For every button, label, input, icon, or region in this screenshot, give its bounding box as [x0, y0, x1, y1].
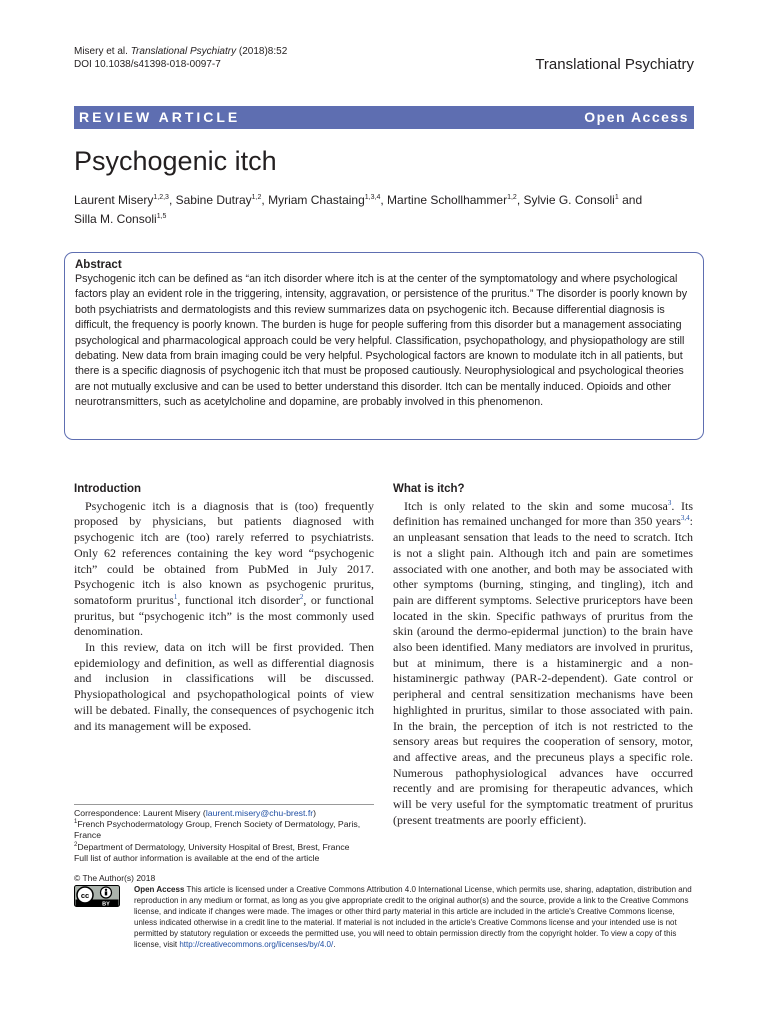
open-access-lead: Open Access [134, 885, 185, 894]
footnotes [74, 808, 374, 864]
copyright-line: © The Author(s) 2018 [74, 873, 156, 883]
affiliation-1: $^1$French Psychodermatology Group, French Society of Dermatology, Paris, France [74, 819, 361, 841]
introduction-section [74, 482, 374, 734]
author-separator: , [261, 193, 269, 207]
article-type-banner [74, 106, 694, 129]
citation-suffix: (2018)8:52 [236, 46, 288, 57]
license-url-link[interactable]: http://creativecommons.org/licenses/by/4.0/ [179, 940, 334, 949]
svg-text:cc: cc [80, 890, 90, 900]
abstract-box [64, 252, 704, 440]
author-info-note: Full list of author information is available at the end of the article [74, 852, 320, 863]
cc-by-label: BY [102, 901, 110, 907]
journal-name: Translational Psychiatry [535, 56, 694, 73]
correspondence-email-link[interactable]: laurent.misery@chu-brest.fr [205, 808, 314, 818]
open-access-label: Open Access [584, 109, 689, 125]
what-is-itch-heading: What is itch? [393, 483, 465, 495]
author-affiliation-ref[interactable]: 1,2 [251, 194, 262, 201]
author-separator: , [168, 193, 176, 207]
review-article-label: REVIEW ARTICLE [79, 109, 241, 125]
author-name: Martine Schollhammer [387, 193, 508, 207]
introduction-heading: Introduction [74, 483, 142, 495]
abstract-heading: Abstract [75, 259, 122, 271]
author-list [74, 191, 684, 229]
citation-ref[interactable]: 3 [667, 498, 672, 507]
author-name: Silla M. Consoli [74, 212, 157, 226]
author-separator: , [516, 193, 524, 207]
introduction-paragraph-2: In this review, data on itch will be first provided. Then epidemiology and definition, as well as differential diagnosis and inclusion in classifications will be discussed. Physiopathological and psychopathological points of view will be debated. Finally, the consequences of psychogenic itch and its management will be exposed. [74, 640, 374, 733]
author-affiliation-ref[interactable]: 1,2 [507, 194, 517, 201]
doi[interactable]: DOI 10.1038/s41398-018-0097-7 [74, 59, 221, 70]
introduction-paragraph-1: Psychogenic itch is a diagnosis that is (too) frequently proposed by physicians, but patients diagnosed with psychogenic itch are (too) rarely referred to psychiatrists. Only 62 references containing the key word “psychogenic itch” could be obtained from PubMed in July 2017. Psychogenic itch is also known as psychogenic pruritus, somatoform pruritus$^1$, functional itch disorder$^2$, or functional pruritus, but “psychogenic itch” is the most commonly used denomination. [74, 498, 374, 639]
article-title: Psychogenic itch [74, 146, 277, 176]
cc-by-icon[interactable] [74, 885, 120, 907]
author-affiliation-ref[interactable]: 1,5 [156, 213, 167, 220]
what-is-itch-paragraph: Itch is only related to the skin and some mucosa$^3$. Its definition has remained unchanged for more than 350 years$^{3,4}$: an unpleasant sensation that leads to the need to scratch. Itch is not a slight pain. Although itch and pain are sometimes associated with one another, and both may be associated with other symptoms (burning, stinging, and tingling), itch and pain are different symptoms. Selective pruriceptors have been located in the skin. Specific pathways of pruritus from the skin (around the dermo-epidermal junction) to the brain have also been identified. Many mediators are involved in pruritus, but at minimum, there is a histaminergic and a non-histaminergic pathway (PAR-2-dependent). Gate control or peripheral and central sensitization mechanisms have been highlighted in pruritus, similar to those associated with pain. In the brain, the perception of itch is not restricted to the sensory areas but requires the cooperation of sensory, motor, and affective areas, and the precuneus plays a specific role. Numerous pathophysiological advances have occurred recently and are promising for therapeutic advances, which will be very useful for the symptomatic treatment of pruritus (present treatments are poorly efficient). [393, 498, 693, 827]
author-name: Laurent Misery [74, 193, 154, 207]
author-name: Sylvie G. Consoli [523, 193, 615, 207]
license-text: Open Access This article is licensed under a Creative Commons Attribution 4.0 International License, which permits use, sharing, adaptation, distribution and reproduction in any medium or format, as long as you give appropriate credit to the original author(s) and the source, provide a link to the Creative Commons license, and indicate if changes were made. The images or other third party material in this article are included in the article's Creative Commons license, unless indicated otherwise in a credit line to the material. If material is not included in the article's Creative Commons license and your intended use is not permitted by statutory regulation or exceeds the permitted use, you will need to obtain permission directly from the copyright holder. To view a copy of this license, visit http://creativecommons.org/licenses/by/4.0/. [134, 885, 692, 949]
affiliation-2: $^2$Department of Dermatology, University Hospital of Brest, Brest, France [74, 841, 350, 852]
author-separator: and [618, 193, 643, 207]
author-affiliation-ref[interactable]: 1,3,4 [364, 194, 381, 201]
author-affiliation-ref[interactable]: 1,2,3 [153, 194, 169, 201]
author-affiliation-ref[interactable]: 1 [614, 194, 619, 201]
footnote-divider [74, 804, 374, 805]
author-name: Sabine Dutray [175, 193, 252, 207]
header-citation [74, 45, 287, 71]
author-separator: , [380, 193, 388, 207]
citation-ref[interactable]: 1 [173, 592, 178, 601]
correspondence: Correspondence: Laurent Misery (laurent.misery@chu-brest.fr) [74, 808, 317, 818]
citation-ref[interactable]: 2 [299, 592, 304, 601]
citation-ref[interactable]: 3,4 [680, 514, 690, 523]
citation-prefix: Misery et al. [74, 46, 131, 57]
author-name: Myriam Chastaing [268, 193, 365, 207]
abstract-text: Psychogenic itch can be defined as “an itch disorder where itch is at the center of the symptomatology and where psychological factors play an evident role in the triggering, intensity, aggravation, or persistence of the pruritus.” The disorder is poorly known by both psychiatrists and dermatologists and this review summarizes data on psychogenic itch. Because differential diagnosis is difficult, the frequency is poorly known. The burden is huge for people suffering from this disorder but a management associating psychological and pharmacological approach could be very helpful. Classification, psychopathology, and physiopathology are still debating. New data from brain imaging could be very helpful. Psychological factors are known to modulate itch in all patients, but there is a specific diagnosis of psychogenic itch that must be proposed cautiously. Neurophysiological and psychological theories are not mutually exclusive and can be used to better understand this disorder. Itch can be mentally induced. Opioids and other neurotransmitters, such as acetylcholine and dopamine, are probably involved in this phenomenon. [75, 273, 688, 409]
citation-journal: Translational Psychiatry [130, 46, 237, 57]
what-is-itch-section [393, 482, 693, 828]
